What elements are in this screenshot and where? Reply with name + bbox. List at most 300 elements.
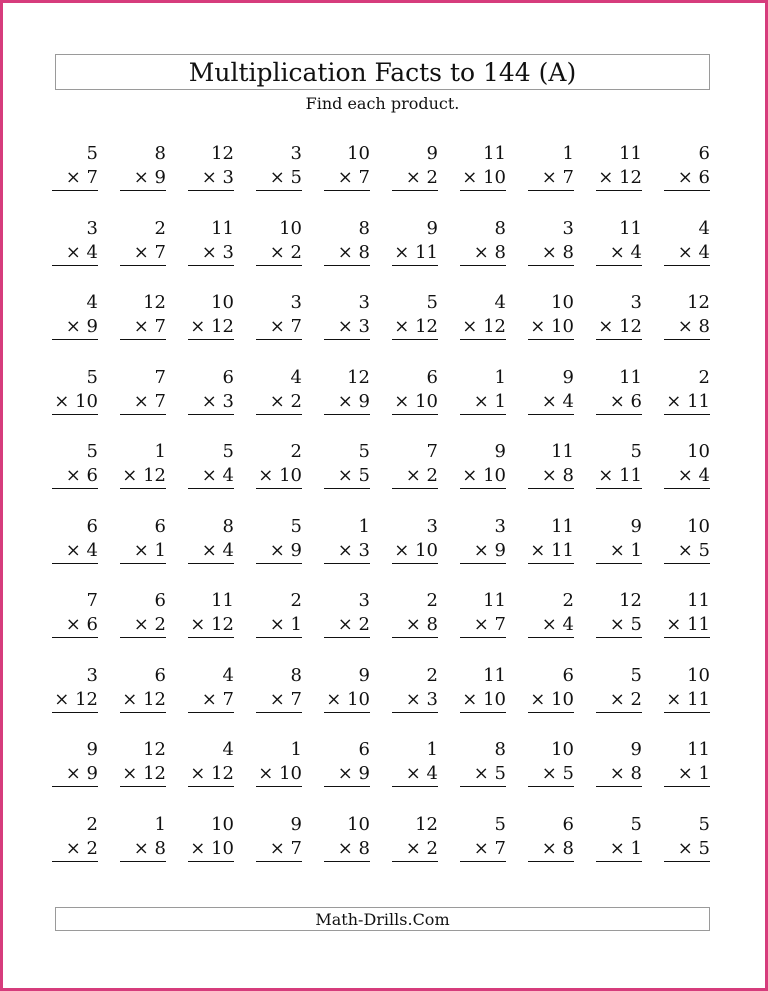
multiplicand: 9 xyxy=(358,664,370,686)
problem-item xyxy=(460,738,506,813)
multiplier: × 7 xyxy=(460,837,506,862)
multiplicand: 5 xyxy=(358,441,370,462)
multiplicand: 3 xyxy=(290,292,302,313)
multiplier: × 10 xyxy=(392,539,438,564)
problem-item xyxy=(324,738,370,813)
problem-item xyxy=(528,589,574,664)
multiplicand: 12 xyxy=(347,366,370,388)
multiplier: × 4 xyxy=(528,390,574,415)
multiplier: × 9 xyxy=(52,762,98,787)
problem-row xyxy=(52,440,712,515)
multiplicand: 6 xyxy=(154,515,166,537)
problem-item xyxy=(324,664,370,739)
problem-grid xyxy=(52,142,712,887)
multiplicand: 10 xyxy=(687,664,710,686)
multiplicand: 2 xyxy=(86,813,98,835)
multiplicand: 5 xyxy=(86,366,98,388)
problem-item xyxy=(52,366,98,441)
multiplier: × 5 xyxy=(596,613,642,638)
problem-item xyxy=(120,142,166,217)
problem-item xyxy=(52,813,98,888)
problem-item xyxy=(664,366,710,441)
problem-item xyxy=(528,366,574,441)
multiplicand: 2 xyxy=(290,590,302,611)
multiplier: × 3 xyxy=(392,688,438,713)
multiplicand: 6 xyxy=(222,366,234,388)
multiplier: × 2 xyxy=(324,613,370,638)
multiplier: × 3 xyxy=(188,166,234,191)
multiplicand: 1 xyxy=(154,813,166,835)
multiplicand: 9 xyxy=(630,515,642,537)
multiplier: × 1 xyxy=(664,762,710,787)
multiplicand: 4 xyxy=(494,292,506,313)
problem-item xyxy=(528,291,574,366)
problem-row xyxy=(52,589,712,664)
multiplicand: 6 xyxy=(698,143,710,164)
multiplier: × 4 xyxy=(664,464,710,489)
problem-item xyxy=(528,217,574,292)
multiplier: × 9 xyxy=(120,166,166,191)
multiplier: × 10 xyxy=(188,837,234,862)
problem-row xyxy=(52,366,712,441)
problem-item xyxy=(528,813,574,888)
multiplicand: 8 xyxy=(222,515,234,537)
multiplier: × 2 xyxy=(392,837,438,862)
multiplier: × 7 xyxy=(256,315,302,340)
problem-item xyxy=(188,366,234,441)
multiplicand: 2 xyxy=(426,664,438,686)
multiplicand: 11 xyxy=(619,217,642,239)
multiplier: × 1 xyxy=(596,539,642,564)
multiplier: × 10 xyxy=(460,166,506,191)
problem-item xyxy=(528,515,574,590)
problem-item xyxy=(52,440,98,515)
multiplicand: 3 xyxy=(290,143,302,164)
multiplicand: 6 xyxy=(154,664,166,686)
problem-item xyxy=(256,142,302,217)
worksheet-title: Multiplication Facts to 144 (A) xyxy=(55,54,710,90)
multiplier: × 1 xyxy=(256,613,302,638)
multiplicand: 10 xyxy=(347,813,370,835)
multiplier: × 11 xyxy=(596,464,642,489)
multiplier: × 4 xyxy=(664,241,710,266)
problem-item xyxy=(392,813,438,888)
multiplicand: 5 xyxy=(426,292,438,313)
problem-item xyxy=(120,291,166,366)
multiplier: × 12 xyxy=(596,166,642,191)
multiplier: × 8 xyxy=(528,241,574,266)
problem-item xyxy=(596,366,642,441)
problem-item xyxy=(460,589,506,664)
problem-item xyxy=(256,813,302,888)
multiplicand: 6 xyxy=(154,590,166,611)
problem-item xyxy=(188,515,234,590)
problem-item xyxy=(52,664,98,739)
problem-item xyxy=(596,738,642,813)
multiplicand: 3 xyxy=(426,515,438,537)
multiplicand: 8 xyxy=(290,664,302,686)
problem-item xyxy=(188,813,234,888)
multiplier: × 7 xyxy=(256,837,302,862)
multiplicand: 12 xyxy=(211,143,234,164)
multiplicand: 9 xyxy=(290,813,302,835)
multiplicand: 10 xyxy=(687,515,710,537)
multiplier: × 10 xyxy=(256,762,302,787)
multiplier: × 11 xyxy=(664,688,710,713)
problem-row xyxy=(52,515,712,590)
multiplicand: 4 xyxy=(698,217,710,239)
multiplier: × 10 xyxy=(256,464,302,489)
problem-item xyxy=(324,217,370,292)
footer-credit: Math-Drills.Com xyxy=(55,907,710,931)
multiplier: × 10 xyxy=(528,315,574,340)
problem-item xyxy=(188,217,234,292)
multiplicand: 6 xyxy=(426,366,438,388)
multiplicand: 11 xyxy=(483,590,506,611)
problem-item xyxy=(120,515,166,590)
multiplicand: 3 xyxy=(86,217,98,239)
problem-row xyxy=(52,664,712,739)
multiplier: × 2 xyxy=(392,464,438,489)
multiplier: × 9 xyxy=(256,539,302,564)
problem-item xyxy=(528,664,574,739)
multiplier: × 12 xyxy=(52,688,98,713)
problem-item xyxy=(188,142,234,217)
multiplier: × 8 xyxy=(596,762,642,787)
problem-item xyxy=(528,738,574,813)
problem-item xyxy=(52,738,98,813)
problem-item xyxy=(324,440,370,515)
problem-item xyxy=(392,440,438,515)
multiplicand: 5 xyxy=(494,813,506,835)
multiplier: × 3 xyxy=(188,241,234,266)
multiplicand: 5 xyxy=(86,441,98,462)
multiplicand: 5 xyxy=(630,664,642,686)
multiplicand: 1 xyxy=(426,739,438,760)
multiplier: × 2 xyxy=(596,688,642,713)
multiplier: × 8 xyxy=(324,837,370,862)
problem-row xyxy=(52,217,712,292)
problem-item xyxy=(392,738,438,813)
multiplier: × 9 xyxy=(324,762,370,787)
problem-item xyxy=(120,440,166,515)
multiplier: × 5 xyxy=(528,762,574,787)
multiplicand: 5 xyxy=(698,813,710,835)
multiplicand: 12 xyxy=(415,813,438,835)
problem-item xyxy=(120,366,166,441)
multiplicand: 8 xyxy=(154,143,166,164)
problem-row xyxy=(52,813,712,888)
multiplier: × 3 xyxy=(324,539,370,564)
multiplier: × 7 xyxy=(120,241,166,266)
multiplier: × 4 xyxy=(392,762,438,787)
problem-item xyxy=(460,813,506,888)
multiplicand: 3 xyxy=(630,292,642,313)
problem-item xyxy=(596,589,642,664)
problem-item xyxy=(188,440,234,515)
problem-item xyxy=(324,515,370,590)
problem-item xyxy=(392,142,438,217)
multiplier: × 2 xyxy=(392,166,438,191)
problem-item xyxy=(324,291,370,366)
problem-item xyxy=(392,366,438,441)
problem-item xyxy=(324,813,370,888)
problem-item xyxy=(256,738,302,813)
multiplicand: 11 xyxy=(687,590,710,611)
problem-item xyxy=(392,589,438,664)
problem-item xyxy=(664,515,710,590)
multiplicand: 10 xyxy=(687,441,710,462)
problem-item xyxy=(392,515,438,590)
problem-item xyxy=(256,366,302,441)
problem-item xyxy=(664,291,710,366)
problem-item xyxy=(188,589,234,664)
multiplicand: 6 xyxy=(562,664,574,686)
problem-item xyxy=(256,589,302,664)
multiplier: × 7 xyxy=(256,688,302,713)
multiplicand: 1 xyxy=(290,739,302,760)
problem-item xyxy=(52,142,98,217)
multiplier: × 6 xyxy=(52,613,98,638)
problem-item xyxy=(256,217,302,292)
multiplicand: 12 xyxy=(143,292,166,313)
problem-item xyxy=(664,738,710,813)
multiplicand: 10 xyxy=(551,292,574,313)
multiplier: × 3 xyxy=(324,315,370,340)
multiplier: × 5 xyxy=(664,539,710,564)
multiplier: × 8 xyxy=(120,837,166,862)
problem-item xyxy=(460,515,506,590)
multiplicand: 12 xyxy=(143,739,166,760)
problem-item xyxy=(596,291,642,366)
multiplier: × 5 xyxy=(460,762,506,787)
problem-item xyxy=(664,589,710,664)
multiplicand: 11 xyxy=(211,217,234,239)
multiplicand: 2 xyxy=(698,366,710,388)
multiplicand: 2 xyxy=(290,441,302,462)
multiplier: × 4 xyxy=(596,241,642,266)
problem-item xyxy=(188,738,234,813)
multiplier: × 8 xyxy=(528,837,574,862)
problem-item xyxy=(664,813,710,888)
multiplicand: 5 xyxy=(222,441,234,462)
instructions: Find each product. xyxy=(305,94,460,113)
multiplicand: 10 xyxy=(551,739,574,760)
multiplicand: 11 xyxy=(619,366,642,388)
problem-item xyxy=(52,589,98,664)
multiplier: × 4 xyxy=(188,464,234,489)
problem-item xyxy=(120,589,166,664)
multiplicand: 5 xyxy=(630,813,642,835)
multiplier: × 11 xyxy=(664,390,710,415)
problem-row xyxy=(52,738,712,813)
multiplier: × 9 xyxy=(460,539,506,564)
multiplier: × 2 xyxy=(256,390,302,415)
problem-row xyxy=(52,142,712,217)
problem-item xyxy=(256,440,302,515)
problem-item xyxy=(120,664,166,739)
problem-row xyxy=(52,291,712,366)
multiplier: × 10 xyxy=(324,688,370,713)
multiplicand: 2 xyxy=(154,217,166,239)
multiplicand: 11 xyxy=(551,515,574,537)
multiplier: × 7 xyxy=(188,688,234,713)
multiplicand: 5 xyxy=(86,143,98,164)
multiplier: × 12 xyxy=(460,315,506,340)
multiplicand: 7 xyxy=(86,590,98,611)
problem-item xyxy=(188,664,234,739)
multiplier: × 12 xyxy=(188,613,234,638)
multiplier: × 8 xyxy=(392,613,438,638)
multiplier: × 6 xyxy=(596,390,642,415)
multiplier: × 2 xyxy=(120,613,166,638)
multiplicand: 8 xyxy=(358,217,370,239)
multiplier: × 7 xyxy=(528,166,574,191)
multiplicand: 6 xyxy=(358,739,370,760)
multiplicand: 11 xyxy=(211,590,234,611)
multiplier: × 7 xyxy=(324,166,370,191)
multiplicand: 10 xyxy=(211,292,234,313)
multiplier: × 8 xyxy=(664,315,710,340)
multiplier: × 12 xyxy=(120,464,166,489)
multiplier: × 12 xyxy=(120,688,166,713)
multiplier: × 11 xyxy=(528,539,574,564)
multiplicand: 3 xyxy=(358,590,370,611)
multiplicand: 1 xyxy=(358,515,370,537)
multiplier: × 12 xyxy=(188,315,234,340)
multiplicand: 4 xyxy=(222,739,234,760)
problem-item xyxy=(596,515,642,590)
multiplicand: 1 xyxy=(154,441,166,462)
multiplier: × 5 xyxy=(664,837,710,862)
multiplier: × 12 xyxy=(392,315,438,340)
multiplier: × 8 xyxy=(460,241,506,266)
multiplicand: 11 xyxy=(687,739,710,760)
problem-item xyxy=(324,589,370,664)
problem-item xyxy=(324,366,370,441)
multiplicand: 3 xyxy=(358,292,370,313)
multiplicand: 3 xyxy=(562,217,574,239)
multiplier: × 10 xyxy=(52,390,98,415)
multiplier: × 1 xyxy=(120,539,166,564)
multiplicand: 4 xyxy=(290,366,302,388)
problem-item xyxy=(52,515,98,590)
multiplicand: 9 xyxy=(426,217,438,239)
multiplier: × 4 xyxy=(52,241,98,266)
multiplier: × 10 xyxy=(392,390,438,415)
multiplier: × 9 xyxy=(324,390,370,415)
multiplicand: 2 xyxy=(562,590,574,611)
multiplier: × 8 xyxy=(324,241,370,266)
multiplier: × 12 xyxy=(188,762,234,787)
multiplicand: 11 xyxy=(483,664,506,686)
multiplicand: 11 xyxy=(551,441,574,462)
multiplicand: 5 xyxy=(290,515,302,537)
multiplicand: 8 xyxy=(494,739,506,760)
problem-item xyxy=(664,142,710,217)
problem-item xyxy=(664,440,710,515)
multiplicand: 8 xyxy=(494,217,506,239)
problem-item xyxy=(188,291,234,366)
multiplicand: 4 xyxy=(86,292,98,313)
multiplier: × 12 xyxy=(596,315,642,340)
problem-item xyxy=(392,217,438,292)
problem-item xyxy=(256,664,302,739)
problem-item xyxy=(596,664,642,739)
problem-item xyxy=(460,142,506,217)
multiplicand: 2 xyxy=(426,590,438,611)
multiplier: × 4 xyxy=(188,539,234,564)
multiplier: × 12 xyxy=(120,762,166,787)
multiplicand: 10 xyxy=(279,217,302,239)
multiplicand: 7 xyxy=(426,441,438,462)
problem-item xyxy=(256,515,302,590)
problem-item xyxy=(324,142,370,217)
multiplicand: 11 xyxy=(483,143,506,164)
multiplier: × 4 xyxy=(52,539,98,564)
multiplier: × 5 xyxy=(256,166,302,191)
multiplicand: 6 xyxy=(86,515,98,537)
problem-item xyxy=(460,366,506,441)
multiplicand: 11 xyxy=(619,143,642,164)
multiplier: × 9 xyxy=(52,315,98,340)
multiplier: × 7 xyxy=(460,613,506,638)
problem-item xyxy=(664,217,710,292)
multiplicand: 6 xyxy=(562,813,574,835)
multiplicand: 9 xyxy=(426,143,438,164)
multiplicand: 12 xyxy=(619,590,642,611)
multiplier: × 10 xyxy=(528,688,574,713)
multiplier: × 2 xyxy=(52,837,98,862)
multiplier: × 11 xyxy=(392,241,438,266)
multiplier: × 4 xyxy=(528,613,574,638)
problem-item xyxy=(256,291,302,366)
multiplicand: 9 xyxy=(562,366,574,388)
problem-item xyxy=(52,291,98,366)
multiplier: × 2 xyxy=(256,241,302,266)
problem-item xyxy=(52,217,98,292)
multiplicand: 4 xyxy=(222,664,234,686)
problem-item xyxy=(596,142,642,217)
multiplicand: 1 xyxy=(494,366,506,388)
multiplicand: 9 xyxy=(630,739,642,760)
problem-item xyxy=(596,217,642,292)
multiplicand: 1 xyxy=(562,143,574,164)
problem-item xyxy=(460,664,506,739)
problem-item xyxy=(596,813,642,888)
problem-item xyxy=(392,664,438,739)
multiplier: × 11 xyxy=(664,613,710,638)
problem-item xyxy=(460,440,506,515)
multiplicand: 9 xyxy=(494,441,506,462)
multiplier: × 3 xyxy=(188,390,234,415)
problem-item xyxy=(528,440,574,515)
multiplicand: 10 xyxy=(211,813,234,835)
multiplier: × 6 xyxy=(52,464,98,489)
multiplier: × 1 xyxy=(596,837,642,862)
problem-item xyxy=(596,440,642,515)
problem-item xyxy=(664,664,710,739)
multiplicand: 10 xyxy=(347,143,370,164)
problem-item xyxy=(120,813,166,888)
multiplicand: 3 xyxy=(494,515,506,537)
problem-item xyxy=(460,217,506,292)
multiplier: × 5 xyxy=(324,464,370,489)
multiplier: × 8 xyxy=(528,464,574,489)
problem-item xyxy=(120,217,166,292)
multiplier: × 10 xyxy=(460,688,506,713)
multiplier: × 7 xyxy=(120,390,166,415)
